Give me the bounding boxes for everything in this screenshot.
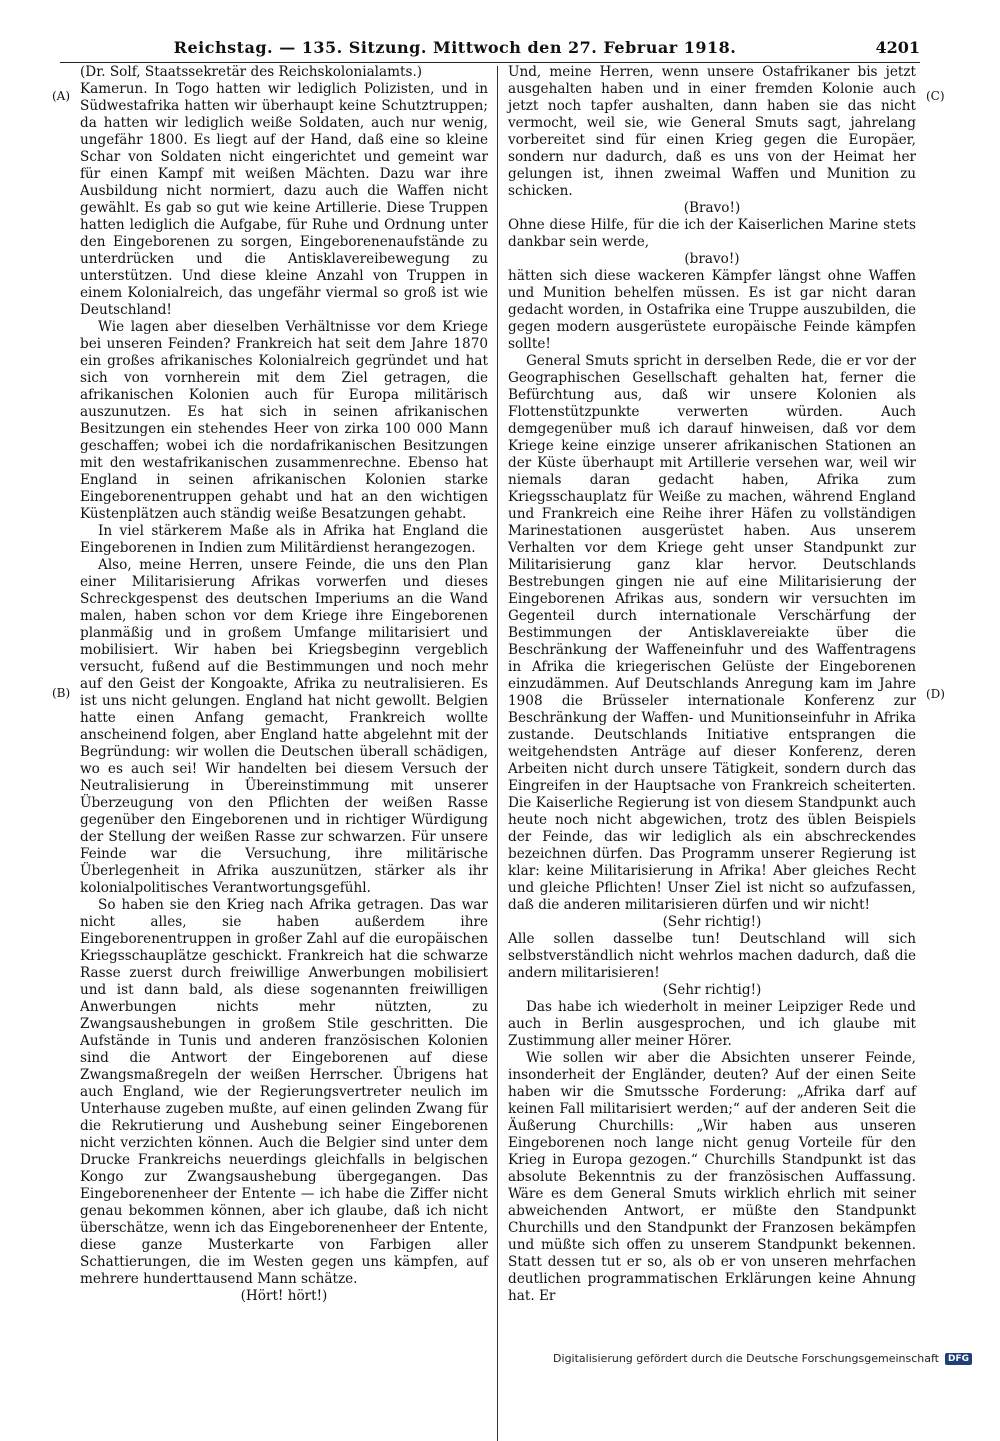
paragraph: hätten sich diese wackeren Kämpfer längst ohne Waffen und Munition behelfen müssen. Es ist gar nicht daran gedacht worden, in Ostafrika eine Truppe auszubilden, die gegen modern ausgerüstete europäische Feinde kämpfen sollte! bbox=[508, 268, 916, 352]
margin-marker-b: (B) bbox=[52, 686, 71, 700]
interjection: (Hört! hört!) bbox=[240, 1288, 328, 1304]
paragraph: Und, meine Herren, wenn unsere Ostafrikaner bis jetzt ausgehalten haben und in einer fremden Kolonie auch jetzt noch tapfer aushalten, dann haben sie das nicht vermocht, weil sie, wie General Smuts sagt, jahrelang vorbereitet sind für einen Krieg gegen die Europäer, sondern nur dadurch, daß es uns von der Heimat her gelungen ist, ihnen zweimal Waffen und Munition zu schicken. bbox=[508, 64, 916, 199]
paragraph: Das habe ich wiederholt in meiner Leipziger Rede und auch in Berlin ausgesprochen, und ich glaube mit Zustimmung aller meiner Hörer. bbox=[508, 999, 916, 1049]
paragraph: Kamerun. In Togo hatten wir lediglich Polizisten, und in Südwestafrika hatten wir überhaupt keine Schutztruppen; da hatten wir lediglich weiße Soldaten, auch nur wenig, ungefähr 1800. Es liegt auf der Hand, daß eine so kleine Schar von Soldaten nicht eingerichtet und gemeint war für einen Kampf mit weißen Mächten. Dazu war ihre Ausbildung nicht normiert, dazu auch die Waffen nicht gewählt. Es gab so gut wie keine Artillerie. Diese Truppen hatten lediglich die Aufgabe, für Ruhe und Ordnung unter den Eingeborenen zu sorgen, Eingeborenenaufstände zu unterdrücken und die Antisklavereibewegung zu unterstützen. Und diese kleine Anzahl von Truppen in einem Kolonialreich, das ungefähr viermal so groß ist wie Deutschland! bbox=[80, 81, 488, 318]
margin-marker-a: (A) bbox=[52, 89, 71, 103]
paragraph: Also, meine Herren, unsere Feinde, die uns den Plan einer Militarisierung Afrikas vorwerfen und dieses Schreckgespenst des deutschen Imperiums an die Wand malen, haben schon vor dem Kriege ihre Eingeborenen planmäßig und in großem Umfange militarisiert und mobilisiert. Wir haben bei Kriegsbeginn vergeblich versucht, fußend auf die Bestimmungen und noch mehr auf den Geist der Kongoakte, Afrika zu neutralisieren. Es ist uns nicht gelungen. England hat nicht gewollt. Belgien hatte einen Anfang gemacht, Frankreich wollte anscheinend folgen, aber England hatte abgelehnt mit der Begründung: wir wollen die Deutschen überall schädigen, wo es auch sei! Wir handelten bei diesem Versuch der Neutralisierung in Übereinstimmung mit unserer Überzeugung von den Pflichten der weißen Rasse gegenüber den Eingeborenen und in richtiger Würdigung der Stellung der weißen Rasse zur schwarzen. Für unsere Feinde war die Versuchung, ihre militärische Überlegenheit in Afrika auszunützen, stärker als ihr kolonialpolitisches Verantwortungsgefühl. bbox=[80, 557, 488, 896]
paragraph: Ohne diese Hilfe, für die ich der Kaiserlichen Marine stets dankbar sein werde, bbox=[508, 217, 916, 250]
interjection: (Sehr richtig!) bbox=[662, 914, 762, 930]
paragraph: Wie sollen wir aber die Absichten unserer Feinde, insonderheit der Engländer, deuten? Auf der einen Seite haben wir die Smutssche Forderung: „Afrika darf auf keinen Fall militarisiert werden;“ auf der anderen Seit die Äußerung Churchills: „Wir haben aus unseren Eingeborenen noch lange nicht genug Vorteile für den Krieg in Europa gezogen.“ Churchills Standpunkt ist das absolute Bekenntnis zu der französischen Auffassung. Wäre es dem General Smuts wirklich ehrlich mit seiner abweichenden Antwort, er müßte den Standpunkt Churchills und den Standpunkt der Franzosen bekämpfen und müßte sich offen zu unserem Standpunkt bekennen. Statt dessen tut er so, als ob er von unseren mehrfachen deutlichen programmatischen Erklärungen keine Ahnung hat. Er bbox=[508, 1050, 916, 1304]
running-title: Reichstag. — 135. Sitzung. Mittwoch den 27. Februar 1918. bbox=[173, 38, 737, 57]
paragraph: General Smuts spricht in derselben Rede, die er vor der Geographischen Gesellschaft gehalten hat, ferner die Befürchtung aus, daß wir unsere Kolonien als Flottenstützpunkte verwerten würden. Auch demgegenüber muß ich darauf hinweisen, daß vor dem Kriege keine einzige unserer afrikanischen Stationen an der Küste überhaupt mit Artillerie versehen war, weil wir niemals daran gedacht haben, Afrika zum Kriegsschauplatz für Weiße zu machen, während England und Frankreich eine Reihe ihrer Häfen zu vollständigen Marinestationen ausgerüstet haben. Aus unserem Verhalten vor dem Kriege geht unser Standpunkt zur Militarisierung ganz klar hervor. Deutschlands Bestrebungen gingen nie auf eine Militarisierung der Eingeborenen Afrikas aus, sondern wir versuchten im Gegenteil durch internationale Verschärfung der Bestimmungen der Antisklavereiakte über die Beschränkung der Waffeneinfuhr und des Waffentragens in Afrika die kriegerischen Gelüste der Eingeborenen einzudämmen. Auf Deutschlands Anregung kam im Jahre 1908 die Brüsseler internationale Konferenz zur Beschränkung der Waffen- und Munitionseinfuhr in Afrika zustande. Deutschlands Initiative entsprangen die weitgehendsten Anträge auf dieser Konferenz, deren Arbeiten nicht durch unsere Tätigkeit, sondern durch das Eingreifen in der Hauptsache von Frankreich scheiterten. Die Kaiserliche Regierung ist von diesem Standpunkt auch heute noch nicht abgewichen, trotz des üblen Beispiels der Feinde, das wir lediglich als ein abschreckendes bezeichnen dürfen. Das Programm unserer Regierung ist klar: keine Militarisierung in Afrika! Aber gleiches Recht und gleiche Pflichten! Unser Ziel ist nicht so aufzufassen, daß die anderen militarisieren dürfen und wir nicht! bbox=[508, 353, 916, 913]
margin-marker-d: (D) bbox=[926, 687, 945, 701]
margin-marker-c: (C) bbox=[926, 89, 945, 103]
dfg-logo-icon: DFG bbox=[945, 1353, 972, 1365]
paragraph: Wie lagen aber dieselben Verhältnisse vor dem Kriege bei unseren Feinden? Frankreich hat seit dem Jahre 1870 ein großes afrikanisches Kolonialreich gegründet und hat sich von vornherein mit dem Ziel getragen, die afrikanischen Kolonien auch für Europa militärisch auszunutzen. Es hat sich in seinen afrikanischen Besitzungen ein stehendes Heer von zirka 100 000 Mann geschaffen; wobei ich die nordafrikanischen Besitzungen mit den westafrikanischen zusammenrechne. Ebenso hat England in seinen afrikanischen Kolonien starke Eingeborenentruppen gehabt und hat an den wichtigen Küstenplätzen auch ständig weiße Besatzungen gehabt. bbox=[80, 319, 488, 522]
left-column bbox=[80, 64, 488, 1305]
page-number: 4201 bbox=[875, 38, 920, 57]
right-column bbox=[508, 64, 916, 1305]
column-divider bbox=[497, 66, 498, 1441]
footer-credit bbox=[553, 1352, 972, 1365]
interjection: (Bravo!) bbox=[683, 200, 741, 216]
paragraph: In viel stärkerem Maße als in Afrika hat England die Eingeborenen in Indien zum Militärdienst herangezogen. bbox=[80, 523, 488, 556]
paragraph: So haben sie den Krieg nach Afrika getragen. Das war nicht alles, sie haben außerdem ihre Eingeborenentruppen in großer Zahl auf die europäischen Kriegsschauplätze geschickt. Frankreich hat die schwarze Rasse zuerst durch freiwillige Anwerbungen mobilisiert und ist dann bald, als diese sogenannten freiwilligen Anwerbungen nichts mehr nützten, zu Zwangsaushebungen in großem Stile geschritten. Die Aufstände in Tunis und anderen französischen Kolonien sind die Antwort der Eingeborenen auf diese Zwangsmaßregeln der weißen Herrscher. Übrigens hat auch England, wie der Regierungsvertreter neulich im Unterhause zugeben mußte, auf einen gelinden Zwang für die Rekrutierung und Aushebung seiner Eingeborenen nicht verzichten können. Auch die Belgier sind unter dem Drucke Frankreichs neuerdings gleichfalls in belgischen Kongo zur Zwangsaushebung übergegangen. Das Eingeborenenheer der Entente — ich habe die Ziffer nicht genau bekommen können, aber ich glaube, daß ich nicht überschätze, wenn ich das Eingeborenenheer der Entente, diese ganze Musterkarte von Farbigen aller Schattierungen, die im Westen gegen uns kämpfen, auf mehrere hunderttausend Mann schätze. bbox=[80, 897, 488, 1287]
speaker-line: (Dr. Solf, Staatssekretär des Reichskolonialamts.) bbox=[80, 64, 423, 80]
paragraph: Alle sollen dasselbe tun! Deutschland will sich selbstverständlich nicht wehrlos machen dadurch, daß die andern militarisieren! bbox=[508, 931, 916, 981]
interjection: (bravo!) bbox=[684, 251, 740, 267]
interjection: (Sehr richtig!) bbox=[662, 982, 762, 998]
page-header bbox=[60, 38, 920, 63]
credit-text: Digitalisierung gefördert durch die Deutsche Forschungsgemeinschaft bbox=[553, 1352, 939, 1365]
